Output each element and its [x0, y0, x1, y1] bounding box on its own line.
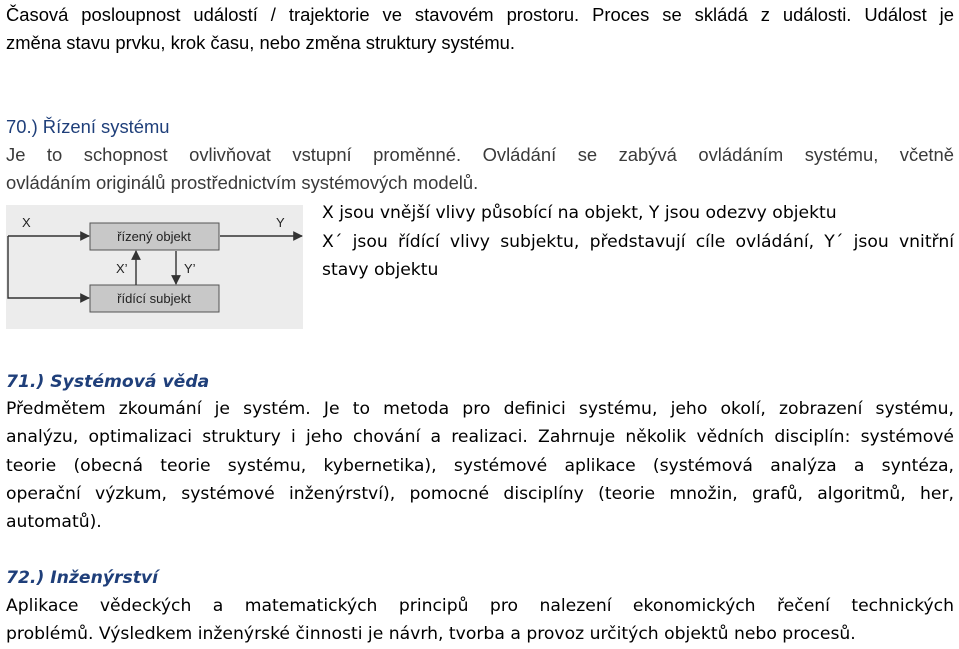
paragraph-line: operační výzkum, systémové inženýrství), pomocné disciplíny (teorie množin, grafů, algoritmů, her,	[6, 484, 954, 504]
section-heading-71: 71.) Systémová věda	[6, 372, 210, 392]
paragraph-line: Aplikace vědeckých a matematických principů pro nalezení ekonomických řečení technických	[6, 596, 954, 616]
diagram-description-line: X jsou vnější vlivy působící na objekt, Y jsou odezvy objektu	[322, 203, 837, 223]
paragraph-line: problémů. Výsledkem inženýrské činnosti je návrh, tvorba a provoz určitých objektů nebo procesů.	[6, 624, 856, 644]
diagram-description-line: stavy objektu	[322, 260, 439, 280]
label-x-prime: X’	[116, 261, 128, 276]
paragraph-line: Je to schopnost ovlivňovat vstupní proměnné. Ovládání se zabývá ovládáním systému, včetně	[6, 144, 954, 165]
label-y-prime: Y’	[184, 261, 196, 276]
paragraph-line: změna stavu prvku, krok času, nebo změna struktury systému.	[6, 32, 516, 53]
label-y: Y	[276, 215, 285, 230]
paragraph-line: Předmětem zkoumání je systém. Je to metoda pro definici systému, jeho okolí, zobrazení systému,	[6, 399, 954, 419]
label-controlled-object: řízený objekt	[117, 229, 191, 244]
paragraph-line: Časová posloupnost událostí / trajektorie ve stavovém prostoru. Proces se skládá z události. Událost je	[6, 4, 954, 25]
section-heading-70: 70.) Řízení systému	[6, 116, 170, 137]
diagram-description-line: X´ jsou řídící vlivy subjektu, představují cíle ovládání, Y´ jsou vnitřní	[322, 232, 954, 252]
paragraph-line: teorie (obecná teorie systému, kybernetika), systémové aplikace (systémová analýza a syntéza,	[6, 456, 954, 476]
label-x: X	[22, 215, 31, 230]
section-heading-72: 72.) Inženýrství	[6, 568, 159, 588]
paragraph-line: automatů).	[6, 512, 102, 532]
label-controlling-subject: řídící subjekt	[117, 291, 191, 306]
paragraph-line: ovládáním originálů prostřednictvím systémových modelů.	[6, 172, 479, 193]
paragraph-line: analýzu, optimalizaci struktury i jeho chování a realizaci. Zahrnuje několik vědních disciplín: systémové	[6, 427, 954, 447]
control-system-diagram	[6, 205, 303, 329]
